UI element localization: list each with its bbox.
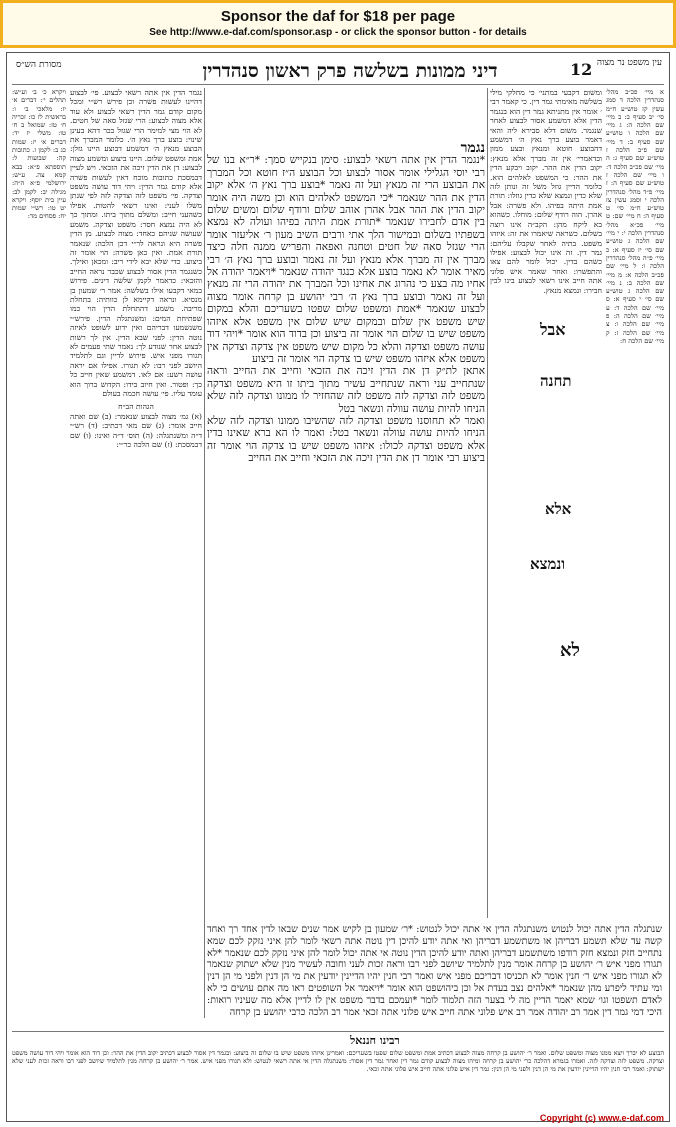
header-rule xyxy=(12,84,664,85)
rashi-text: ומשום דקבעי במתני׳ כי מחלקי מילי בשלשה מאימתי גמר דין. כי קאמר רבי ׳ אומר אין מתניתא גמר דין הוא בנגמר הדין אלא דמשמע אסור לבצוע לאחר שנגמר. משום דלא סבירא ליה והאי דאמר בוצע ברך נאץ ה׳ דמשמע דהבוצע חוטא ומנאץ ובצע ממון וכדאמרי׳ אין זה מברך אלא מנאץ: יקוב הדין את ההר. יקוב ויבקע הדין את ההר: כי המשפט לאלהים הוא. כלומר הדיין גוזל משל זה ונותן לזה שלא כדין ונמצא שלא כדין גוזלו: תורת אמת היתה בפיהו. ולא פשרה: אבל אהרן. הוה רודף שלום: מוחלו. כשהוא בא ליקח מהן: הקב״ה אינו רוצה בשלום. כשראה שיאמרו את זה: איזהו משפט. בתיה לאחר שקבלו עליהם: גמר דין. זה אינו יכול לבצוע: אפילו כשהם בדין. יכול לומר להם צאו והתפשרו: ואחר שאמר איש פלוני אתה חייב אינו רשאי לבצוע בינו לבין חבירו: ונמצא מנאץ. xyxy=(490,88,602,295)
copyright-notice[interactable]: Copyright (c) www.e-daf.com xyxy=(539,1113,664,1123)
gemara-text xyxy=(207,142,485,922)
sponsor-banner[interactable] xyxy=(0,0,676,48)
ein-mishpat-heading: עין משפט נר מצוה xyxy=(596,58,662,68)
dibur-avl: אבל xyxy=(540,320,566,339)
sponsor-title[interactable]: Sponsor the daf for $18 per page xyxy=(220,8,456,25)
dibur-venimtza: ונמצא xyxy=(530,555,566,573)
ein-mishpat-column xyxy=(606,88,664,968)
rashi-commentary xyxy=(490,88,602,878)
column-divider xyxy=(487,88,488,918)
gemara-paragraph: ואמר לא תחוסנו משפט וצדקה לזה שהשיבו ממונו וצדקה לזה שלא הניחו להיות עושה עוולה ונשאר בטל: ואמר לו הא ברא שאינו בדין אלא משפט וצדקה לכולו: איזהו משפט שיש בו צדקה הוי אומר זה ביצוע רבי אומר דן את הדין זיכה את הזכאי וחייב את החייב xyxy=(207,414,485,465)
hagahot-heading: הגהות הב״ח xyxy=(118,402,154,412)
rabbeinu-text: הבוצע לא יברך ויצא ממנו מצוה ומשפט שלום. ואמר ר׳ יהושע בן קרחה מצוה לבצוע דכתיב אמת ומשפט שלום שפטו בשעריכם: ואמרינן איזהו משפט שיש בו שלום זה ביצוע: ובגמר דין אסור לבצוע דכתיב יקוב הדין את ההר: וכן דוד הוא אומר ויהי דוד עושה משפט וצדקה. משפט לזה וצדקה לזה. ואמרו בגמרא דהלכה כר׳ יהושע בן קרחה ומיהו מצוה לבצוע קודם גמר דין ואחר גמר דין אסור: משנתגלה הדין אי אתה רשאי לנטוש: ולא תגורו מפני איש. אמר ר׳ יהושע בן קרחה מנין לתלמיד שיושב לפני רבו וראה זכות לעני שלא ישתוק: ואמר רבי חנין יהיו הדיינין יודעין את מי הן דנין ולפני מי הן דנין: גמר דין איש פלוני אתה חייב איש פלוני אתה זכאי. xyxy=(12,1050,664,1073)
tosafot-commentary xyxy=(70,88,202,1018)
rabbeinu-chananel-heading: רבינו חננאל xyxy=(350,1034,400,1047)
mesoret-heading: מסורת הש״ס xyxy=(16,60,62,70)
mesoret-hashas-column xyxy=(12,88,66,968)
dibur-lo: לא xyxy=(560,640,580,661)
gemara-continuation-text: שנתגלה הדין אתה יכול לנטוש משנתגלה הדין אי אתה יכול לנטוש: *ר׳ שמעון בן לקיש אמר שנים שבאו לדין אחד רך ואחד קשה עד שלא תשמע דבריהן או משתשמע דבריהן ואי אתה יודע להיכן דין נוטה אתה רשאי לומר להן איני נזקק לכם שמא נתחייב חזק ונמצא חזק רודפו משתשמע דבריהן ואתה יודע להיכן הדין נוטה אי אתה יכול לומר להן איני נזקק לכם שנאמר *לא תגורו מפני איש ר׳ יהושע בן קרחה אומר מנין לתלמיד שיושב לפני רבו וראה זכות לעני וחובה לעשיר מנין שלא ישתוק שנאמר לא תגורו מפני איש ר׳ חנין אומר לא תכניסו דבריכם מפני איש ואמר רבי חנין יהיו הדיינין יודעין את מי הן דנין ולפני מי הן דנין ומי עתיד ליפרע מהן שנאמר *אלהים נצב בעדת אל וכן ביהושפט הוא אומר *ויאמר אל השופטים ראו מה אתם עושים כי לא לאדם תשפטו וגו׳ שמא יאמר הדיין מה לי בצער הזה תלמוד לומר *ועמכם בדבר משפט אין לו לדיין אלא מה שעיניו רואות: היכי דמי גמר דין אמר רב יהודה אמר רב איש פלוני אתה חייב איש פלוני אתה זכאי אמר רב הלכה כרבי יהושע בן קרחה xyxy=(207,924,662,1018)
gemara-continuation xyxy=(207,924,662,1029)
hagahot-text: (א) גמ׳ מצוה לבצוע שנאמר: (ב) שם ואתה חייב אומר: (ג) שם מאי דכתיב: (ד) רש״י ד״ה ומשנתגלה: (ה) תוס׳ ד״ה ואינו: (ו) שם דבמסכת: (ז) שם הלכה כר״י: xyxy=(70,411,202,450)
page-number: 12 xyxy=(570,60,593,79)
sponsor-subtitle[interactable]: See http://www.e-daf.com/sponsor.asp - or click the sponsor button - for details xyxy=(149,27,527,38)
column-divider xyxy=(204,88,205,1018)
dibur-ela: אלא xyxy=(545,500,572,518)
ein-mishpat-text: א מיי׳ פכ״ב מהל׳ סנהדרין הלכה ד סמג עשין קז טוש״ע ח״מ סי׳ יב סעיף ב: ב מיי׳ שם הלכה ה: ג מיי׳ שם הלכה ו טוש״ע שם סעיף ב: ד מיי׳ שם פ״ב הלכה ז טוש״ע שם סעיף ג: ה מיי׳ שם פכ״ב הלכה ד: ו מיי׳ שם הלכה ז טוש״ע שם סעיף ה: ז מיי׳ פ״ד מהל׳ סנהדרין הלכה י וסמג עשין צז טוש״ע ח״מ סי׳ ט סעיף ה: ח מיי׳ שם: ט מיי׳ פכ״א מהל׳ סנהדרין הלכה י: י מיי׳ שם הלכה ג טוש״ע שם סי׳ יז סעיף א: כ מיי׳ פ״ה מהל׳ סנהדרין הלכה ו: ל מיי׳ שם פכ״ב הלכה א: מ מיי׳ שם הלכה ב: נ מיי׳ שם הלכה ג טוש״ע שם סי׳ י סעיף א: ס מיי׳ שם הלכה ד: ע מיי׳ שם הלכה ה: פ מיי׳ שם הלכה ו: צ מיי׳ שם הלכה ז: ק מיי׳ שם הלכה ח: xyxy=(606,88,664,345)
gemara-paragraph: אתאן לת״ק דן את הדין זיכה את הזכאי וחייב את החייב וראה שנתחייב עני וראה שנתחייב עשיר מתוך ביתו זו היא משפט וצדקה משפט לזה וצדקה לזה משפט לזה שהחזיר לו ממונו וצדקה לזה שלא הניחו להיות עושה עוולה ונשאר בטל xyxy=(207,365,485,415)
rabbeinu-chananel-commentary xyxy=(12,1050,664,1112)
gemara-start-word: נגמר xyxy=(460,142,485,156)
dibur-techte: תחנה xyxy=(540,372,572,390)
page-title: דיני ממונות בשלשה פרק ראשון סנהדרין xyxy=(202,60,498,82)
gemara-paragraph: *נגמר הדין אין אתה רשאי לבצוע: סימן בנקייש סמך: *ר״א בנו של רבי יוסי הגלילי אומר אסור לבצוע וכל הבוצע ה״ז חוטא וכל המברך את הבוצע הרי זה מנאץ ועל זה נאמר *בוצע ברך נאץ ה׳ אלא יקוב הדין את ההר שנאמר *כי המשפט לאלהים הוא וכן משה היה אומר יקוב הדין את ההר אבל אהרן אוהב שלום ורודף שלום ומשים שלום בין אדם לחבירו שנאמר *תורת אמת היתה בפיהו ועולה לא נמצא בשפתיו בשלום ובמישור הלך אתי ורבים השיב מעון ר׳ אליעזר אומר הרי שגזל סאה של חטים וטחנה ואפאה והפריש ממנה חלה כיצד מברך אין זה מברך אלא מנאץ ועל זה נאמר ובוצע ברך נאץ ה׳ רבי מאיר אומר לא נאמר בוצע אלא כנגד יהודה שנאמר *ויאמר יהודה אל אחיו מה בצע כי נהרוג את אחינו וכל המברך את יהודה הרי זה מנאץ ועל זה נאמר ובוצע ברך נאץ ה׳ רבי יהושע בן קרחה אומר מצוה לבצוע שנאמר *אמת ומשפט שלום שפטו בשעריכם והלא במקום שיש משפט אין שלום ובמקום שיש שלום אין משפט אלא איזהו משפט שיש בו שלום הוי אומר זה ביצוע וכן בדוד הוא אומר *ויהי דוד עושה משפט וצדקה והלא כל מקום שיש משפט אין צדקה וצדקה אין משפט אלא איזהו משפט שיש בו צדקה הוי אומר זה ביצוע xyxy=(207,154,485,365)
tosafot-text: נגמר הדין אין אתה רשאי לבצוע. פי׳ לבצוע דהיינו לעשות פשרה וכן פירש רש״י ומכל מקום קודם גמר הדין רשאי לבצוע ולא עוד אלא מצוה לבצוע: הרי שגזל סאה של חטים. לא הוי מצי למימר הרי שגזל ככר דהא בעינן שינוי: בוצע ברך נאץ ה׳. כלומר המברך את הבוצע מנאץ ה׳ דמשמע דבוצע היינו גזלן: אמת ומשפט שלום. היינו ביצוע ומשמע מצוה לבצוע: דן את הדין זיכה את הזכאי. ויש לעיין דבמסכת כתובות מוכח דאין לעשות פשרה אלא קודם גמר הדין: ויהי דוד עושה משפט וצדקה. פי׳ משפט לזה וצדקה לזה לפי שנתן משלו לעני: ואינו רשאי להטות. אפילו כשהעני חייב: ומשלם מתוך ביתו. ומתוך כך לא היה נמצא חסר: משפט וצדקה. משמע שעושה שניהם כאחד: מצוה לבצוע. מן הדין פשרה היא ונראה לר״י דכן הלכה: שנאמר תורת אמת. ואין כאן פשרה: הוי אומר זה ביצוע. כדי שלא יבא לידי ריב: ומכאן ואילך. כשנגמר הדין אסור לבצוע שכבר נראה החייב והזכאי: כדאמר לקמן שלשה דינים. פירוש במאי דקבעו אילו בשלשה: אמר ר׳ שמעון בן מנסיא. ונראה דקיימא לן כוותיה: בתחלת מריבה. משמע דהתחלת הדין הוי כמו שפתיחת המים: ומשנתגלה הדין. פירש״י משנשמעו דבריהם ואין ידוע לשופט לאיזה נוטה הדין: לפני שבא הדין. אין לך רשות לבצוע אחר שנודע לך: נאמר שתי פעמים לא תגורו מפני איש. פירוש לדיין וגם לתלמיד היושב לפני רבו: לא תגורו. אפילו אם יראה עושה רשע: אם לאו. דמשמע שאין חייב כל כך: ופטור. ואין חיוב בידו: הקדוש ברוך הוא עומד עליו. פי׳ עושה חכמה בעולם xyxy=(70,88,202,398)
mesoret-text: ויקרא כ׳ ב׳ וע״ש: תהלים י׳: דברים א׳ יז: מלאכי ב׳ ו: בראשית לז כו: זכריה ח׳ טז: שמואל ב ח׳ טו: משלי יז יד: דברים א׳ יז: שמות כג ב: לקמן ז. כתובות קה: שבועות ל: תוספתא פ״א: בבא קמא צה. ע״ש: ירושלמי פ״א ה״ה: מגילה יב: לקמן לב: עיין בית יוסף: ויקרא יט טו: רש״י שמות יח: פסחים מד: xyxy=(12,88,66,221)
footer-rule xyxy=(12,1031,664,1032)
